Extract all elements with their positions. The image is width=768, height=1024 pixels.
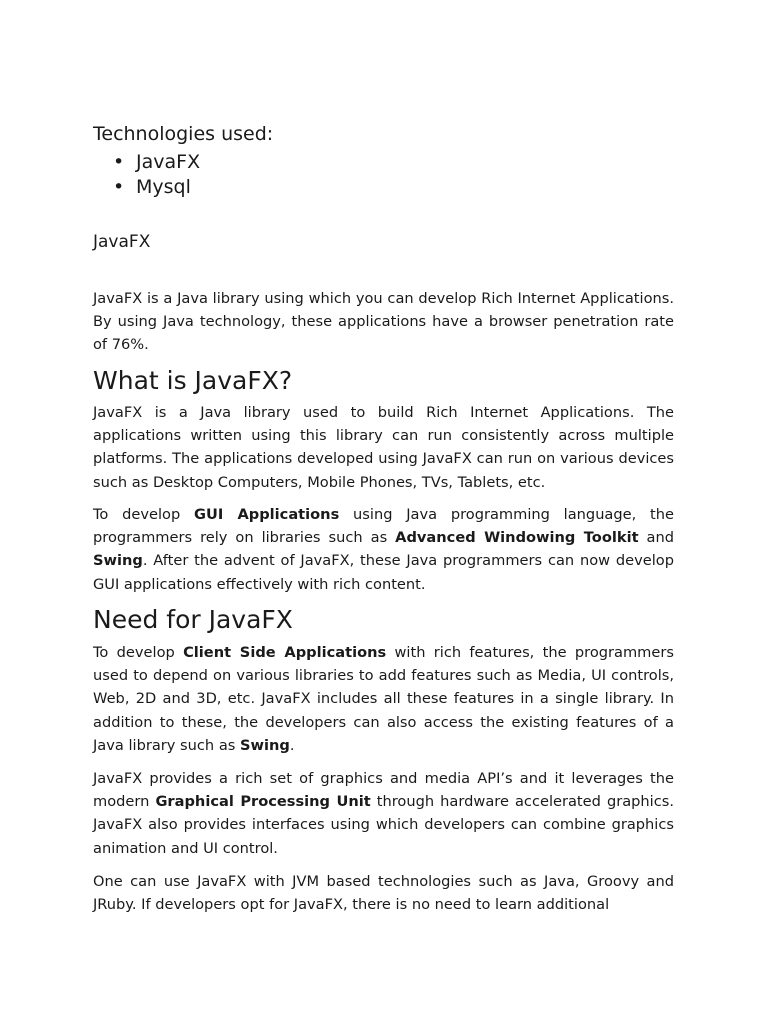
text-span: through hardware accelerated graphics. JavaFX also provides interfaces using which developers can combine graphics animation and UI control. — [93, 793, 674, 857]
need-for-paragraph-1 — [93, 641, 674, 757]
bold-term-swing: Swing — [240, 736, 290, 754]
list-item — [93, 175, 200, 200]
what-is-paragraph-1: JavaFX is a Java library used to build Rich Internet Applications. The applications written using this library can run consistently across multiple platforms. The applications developed using JavaFX can run on various devices such as Desktop Computers, Mobile Phones, TVs, Tablets, etc. — [93, 404, 674, 491]
need-for-javafx-heading: Need for JavaFX — [93, 605, 293, 634]
technologies-list — [93, 150, 200, 200]
bullet-icon: • — [113, 151, 125, 173]
bold-term-gpu: Graphical Processing Unit — [155, 793, 371, 811]
text-span: JavaFX provides a rich set of graphics and media API’s and it leverages the modern — [93, 770, 674, 811]
technologies-heading: Technologies used: — [93, 123, 274, 145]
text-span: using Java programming language, the programmers rely on libraries such as — [93, 506, 674, 547]
what-is-javafx-heading: What is JavaFX? — [93, 366, 293, 395]
javafx-subheading: JavaFX — [93, 232, 151, 252]
bold-term-swing: Swing — [93, 552, 143, 570]
list-item-label: JavaFX — [136, 151, 201, 173]
text-span: with rich features, the programmers used to depend on various libraries to add features such as Media, UI controls, Web, 2D and 3D, etc. JavaFX includes all these features in a single library. In addition to these, the developers can also access the existing features of a Java library such as — [93, 644, 674, 754]
list-item-label: Mysql — [136, 176, 191, 198]
text-span: . — [289, 736, 295, 754]
bullet-icon: • — [113, 176, 125, 198]
bold-term-client-side-applications: Client Side Applications — [183, 644, 387, 661]
text-span: and — [638, 529, 675, 547]
bold-term-gui-applications: GUI Applications — [194, 506, 340, 523]
need-for-paragraph-2 — [93, 767, 674, 860]
intro-paragraph: JavaFX is a Java library using which you can develop Rich Internet Applications. By using Java technology, these applications have a browser penetration rate of 76%. — [93, 290, 674, 354]
text-span: . After the advent of JavaFX, these Java programmers can now develop GUI applications effectively with rich content. — [93, 552, 674, 593]
need-for-paragraph-3: One can use JavaFX with JVM based technologies such as Java, Groovy and JRuby. If developers opt for JavaFX, there is no need to learn additional — [93, 873, 674, 914]
list-item — [93, 150, 200, 175]
bold-term-awt: Advanced Windowing Toolkit — [395, 529, 639, 547]
text-span: To develop — [93, 506, 195, 523]
what-is-paragraph-2 — [93, 503, 674, 596]
text-span: To develop — [93, 644, 184, 661]
